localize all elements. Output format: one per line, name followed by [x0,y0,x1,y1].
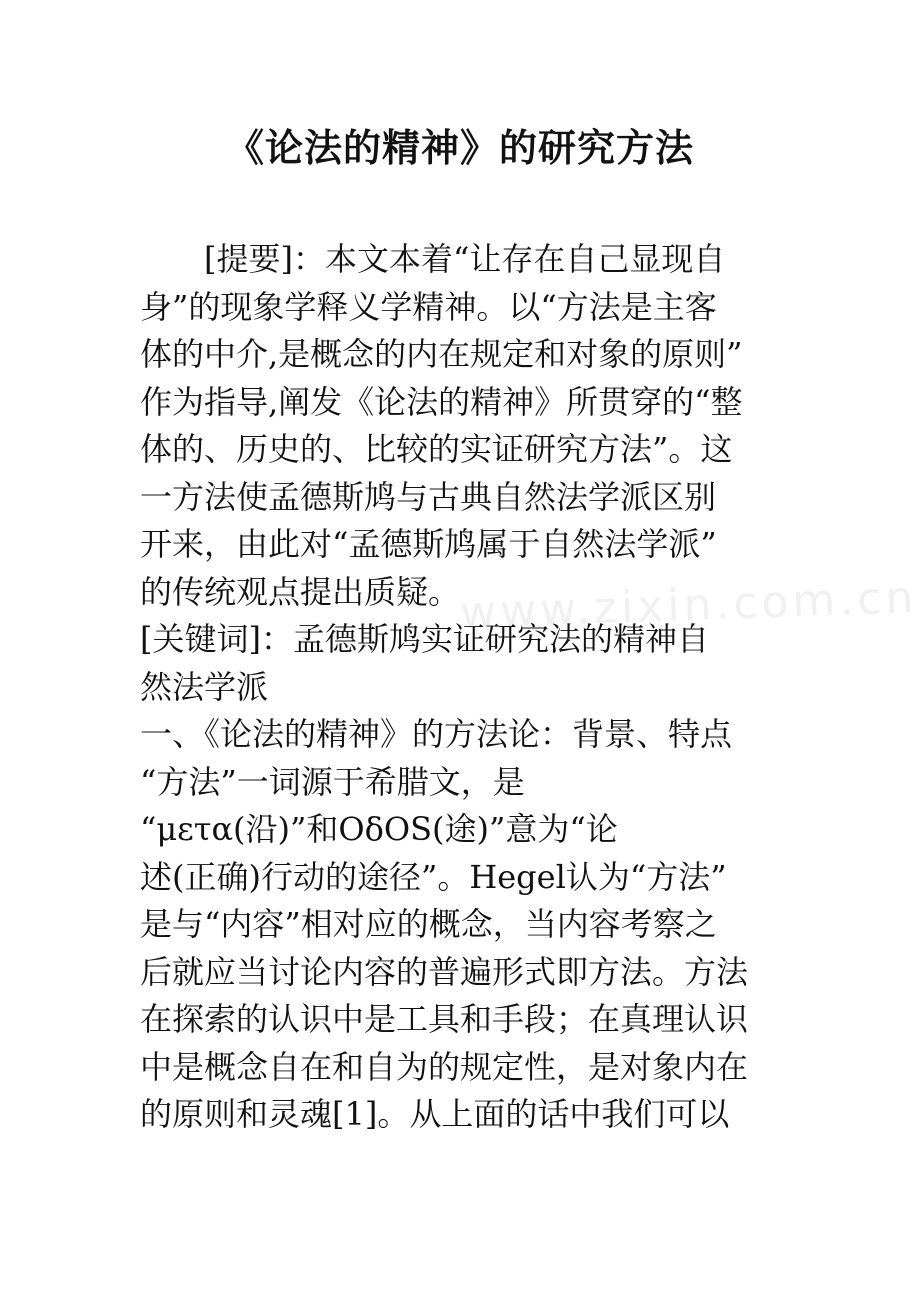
paragraph-line-2: “μετα(沿)”和ΟδΟS(途)”意为“论 [140,810,618,848]
abstract-line-2: 身”的现象学释义学精神。以“方法是主客 [140,287,717,326]
abstract-line-3: 体的中介,是概念的内在规定和对象的原则” [140,335,743,373]
paragraph-line-7: 中是概念自在和自为的规定性，是对象内在 [140,1047,749,1086]
paragraph-line-4: 是与“内容”相对应的概念，当内容考察之 [140,905,717,943]
keywords-line-2: 然法学派 [140,667,269,706]
paragraph-line-8: 的原则和灵魂[1]。从上面的话中我们可以 [140,1095,730,1133]
abstract-line-1: [提要]：本文本着“让存在自己显现自 [140,240,726,278]
keywords-line-1: [关键词]：孟德斯鸠实证研究法的精神自 [140,620,709,658]
document-body [140,236,790,1139]
abstract-line-5: 体的、历史的、比较的实证研究方法”。这 [140,430,733,468]
abstract-line-8: 的传统观点提出质疑。 [140,572,461,611]
document-title: 《论法的精神》的研究方法 [225,126,694,170]
abstract-line-7: 开来，由此对“孟德斯鸠属于自然法学派” [140,525,717,563]
paragraph-line-3: 述(正确)行动的途径”。Hegel认为“方法” [140,857,727,896]
abstract-line-4: 作为指导,阐发《论法的精神》所贯穿的“整 [140,382,743,421]
section-heading: 一、《论法的精神》的方法论：背景、特点 [140,715,733,753]
paragraph-line-5: 后就应当讨论内容的普遍形式即方法。方法 [140,952,749,991]
paragraph-line-1: “方法”一词源于希腊文，是 [140,762,525,801]
paragraph-line-6: 在探索的认识中是工具和手段；在真理认识 [140,1000,749,1038]
watermark: www.zixin.com.cn [459,572,919,639]
abstract-line-6: 一方法使孟德斯鸠与古典自然法学派区别 [140,477,717,516]
